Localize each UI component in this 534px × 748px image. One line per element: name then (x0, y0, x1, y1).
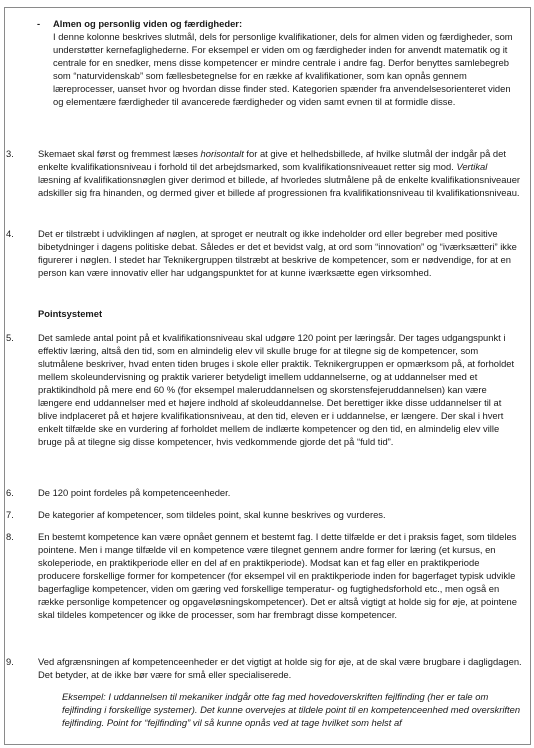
item-paragraph: En bestemt kompetence kan være opnået gennem et bestemt fag. I dette tilfælde er det i praksis faget, som tildeles pointene. Men i mange tilfælde vil en kompetence være tilegnet gennem andre former for læring (et kursus, en skoleperiode, en praktikperiode eller en del af en praktikperiode). Modsat kan et fag eller en praktikperiode producere forskellige former for kompetencer (for eksempel vil en praktikperiode inden for bagerfaget typisk udvikle bagerfaglige kompetencer, viden om gæring ved forskellige temperatur- og fugtighedsforhold etc., men også en række personlige kompetencer og opgaveløsningskompetencer). Det er altså vigtigt at holde sig for øje, at pointene skal tildeles kompetencer og ikke de processer, som har frembragt disse kompetencer. (38, 531, 517, 620)
item-number: 4. (6, 228, 14, 239)
text-run: Skemaet skal først og fremmest læses (38, 148, 201, 159)
item-paragraph: De 120 point fordeles på kompetenceenheder. (38, 487, 231, 498)
list-item-7 (6, 508, 526, 521)
section-heading: Almen og personlig viden og færdigheder: (53, 18, 243, 29)
list-dash: - (37, 18, 41, 29)
list-item-5 (6, 331, 526, 448)
emphasis-text: Vertikal (456, 161, 488, 172)
item-number: 5. (6, 332, 14, 343)
item-paragraph: De kategorier af kompetencer, som tildeles point, skal kunne beskrives og vurderes. (38, 509, 386, 520)
example-paragraph: Eksempel: I uddannelsen til mekaniker indgår otte fag med hovedoverskriften fejlfinding (her er tale om fejlfinding i forskellige systemer). Det kunne overvejes at tildele point til en kompetenceenhed med overskriften fejlfinding. Point for “fejlfinding” vil så kunne opnås ved at tage hvilket som helst af (62, 691, 521, 728)
item-paragraph (38, 147, 522, 199)
item-number: 9. (6, 656, 14, 667)
item-number: 6. (6, 487, 14, 498)
item-paragraph: Det er tilstræbt i udviklingen af nøglen, at sproget er neutralt og ikke indeholder ord eller begreber med positive bibetydninger i dagens politiske debat. Således er det et bevidst valg, at ord som “innovation” og “iværksætteri” ikke figurerer i nøglen. I stedet har Teknikergruppen tilstræbt at beskrive de kompetencer, som er nødvendige, for at en person kan være innovativ eller har udgangspunktet for at kunne iværksætte egen virksomhed. (38, 228, 517, 278)
emphasis-text: horisontalt (200, 148, 244, 159)
list-item-4 (6, 227, 526, 279)
item-paragraph: Ved afgrænsningen af kompetenceenheder er det vigtigt at holde sig for øje, at de skal være brugbare i dagligdagen. Det betyder, at de ikke bør være for små eller specialiserede. (38, 656, 522, 680)
list-item-6 (6, 486, 526, 499)
section-personal-knowledge (37, 17, 522, 108)
pointsystem-heading: Pointsystemet (38, 308, 103, 319)
list-item-3 (6, 147, 526, 199)
list-item-9 (6, 655, 526, 681)
text-run: for at give et helhedsbillede, af hvilke slutmål der indgår på det enkelte kvalifikationsniveau i forhold til det arbejdsmarked, som kvalifikationsniveauet retter sig mod. (38, 148, 506, 172)
list-item-8 (6, 530, 526, 621)
item-number: 3. (6, 148, 14, 159)
item-number: 7. (6, 509, 14, 520)
section-paragraph: I denne kolonne beskrives slutmål, dels for personlige kvalifikationer, dels for almen viden og færdigheder, som understøtter kernefaglighederne. For eksempel er viden om og færdigheder inden for anvendt matematik og it centrale for en snedker, mens disse kompetencer er mindre centrale i andre fag. Derfor benyttes samlebegreb som “naturvidenskab” som fællesbetegnelse for en række af kvalifikationer, som kan opnås gennem læreprocesser, uanset hvor og hvordan disse finder sted. Kategorien spænder fra anvendelsesorienteret viden og elementære færdigheder til avancerede færdigheder og viden samt evnen til at formidle disse. (53, 31, 513, 107)
item-paragraph: Det samlede antal point på et kvalifikationsniveau skal udgøre 120 point per læringsår. Der tages udgangspunkt i effektiv læring, altså den tid, som en almindelig elev vil skulle bruge for at tilegne sig de kompetencer, som slutmålene beskriver, hvad enten tiden bruges i skole eller praktik. Teknikergruppen er opmærksom på, at forholdet mellem skoleundervisning og praktik varierer betydeligt imellem uddannelserne, og at uddannelser med et praktikindhold på mere end 60 % (for eksempel maleruddannelsen og skorstensfejeruddannelsen) kan være længere end uddannelser med et højere indhold af skoleuddannelse. Det berettiger ikke disse uddannelser til at blive indplaceret på et højere kvalifikationsniveau, at den tid, eleven er i uddannelse, er længere. Der skal i hvert enkelt tilfælde ske en vurdering af forholdet mellem de indlærte kompetencer og den tid, en almindelig elev ville bruge på at tilegne sig disse kompetencer, hvis vedkommende gjorde det på “fuld tid”. (38, 332, 515, 447)
text-run: læsning af kvalifikationsnøglen giver derimod et billede, af hvorledes slutmålene på de enkelte kvalifikationsniveauer adskiller sig fra hinanden, og dermed giver et billede af progressionen fra kvalifikationsniveau til kvalifikationsniveau. (38, 174, 521, 198)
item-number: 8. (6, 531, 14, 542)
